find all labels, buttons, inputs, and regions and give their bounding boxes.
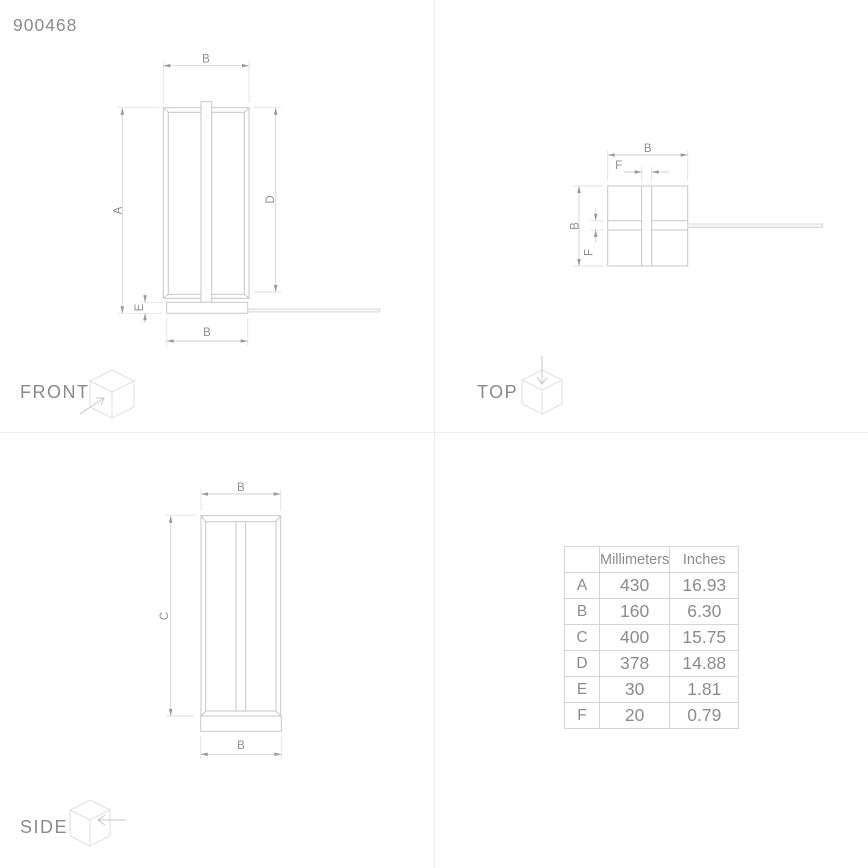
dim-label-top-f-left: F [583,248,596,257]
dim-letter: E [565,677,600,703]
top-view-drawing [565,140,855,270]
table-row [565,625,739,651]
dim-mm: 30 [600,677,670,703]
dim-letter: B [565,599,600,625]
side-view-label: SIDE [20,817,69,837]
front-base [167,302,248,313]
dim-letter: F [565,703,600,729]
dim-mm: 430 [600,573,670,599]
dim-inches: 14.88 [670,651,739,677]
front-dimension-lines [121,64,278,343]
dim-letter: C [565,625,600,651]
dimension-table [564,546,739,729]
quadrant-divider-vertical [434,0,435,868]
top-view-label: TOP [477,382,519,402]
dim-label-front-b-bottom: B [203,327,211,339]
dim-label-front-b-top: B [202,53,210,66]
side-base [201,716,282,731]
table-row [565,573,739,599]
dim-label-side-c: C [159,611,171,621]
dim-mm: 378 [600,651,670,677]
dim-label-front-a: A [112,206,125,215]
front-center-post [201,102,212,303]
dim-inches: 1.81 [670,677,739,703]
dim-letter: A [565,573,600,599]
quadrant-divider-horizontal [0,432,868,433]
dim-label-side-b-top: B [236,482,245,494]
dim-inches: 16.93 [670,573,739,599]
dim-label-top-b-left: B [569,222,582,230]
front-view-drawing [100,45,400,355]
table-row [565,599,739,625]
side-lamp-body [201,516,282,732]
front-view-label: FRONT [20,382,90,402]
table-row [565,703,739,729]
dim-label-top-b-top: B [643,143,652,155]
cube-top-arrow-icon [516,356,568,418]
front-lamp-body [163,102,379,314]
table-row [565,651,739,677]
dim-mm: 20 [600,703,670,729]
top-lamp-body [608,186,823,266]
table-header-inches: Inches [670,547,739,573]
table-header-mm: Millimeters [600,547,670,573]
table-header-row [565,547,739,573]
table-row [565,677,739,703]
top-extension-lines [574,150,688,266]
dim-label-front-d: D [265,195,278,204]
dim-inches: 15.75 [670,625,739,651]
cube-front-arrow-icon [78,368,140,422]
front-power-cord [248,309,380,312]
cube-side-arrow-icon [66,798,130,850]
dim-label-side-b-bottom: B [237,740,245,752]
product-code: 900468 [13,15,78,35]
dim-label-top-f-top: F [615,160,623,172]
top-power-cord [688,224,823,228]
dim-inches: 0.79 [670,703,739,729]
dim-letter: D [565,651,600,677]
side-view-drawing [130,470,360,770]
dim-label-front-e: E [133,303,146,312]
table-header-letter [565,547,600,573]
dim-mm: 160 [600,599,670,625]
dim-mm: 400 [600,625,670,651]
dim-inches: 6.30 [670,599,739,625]
